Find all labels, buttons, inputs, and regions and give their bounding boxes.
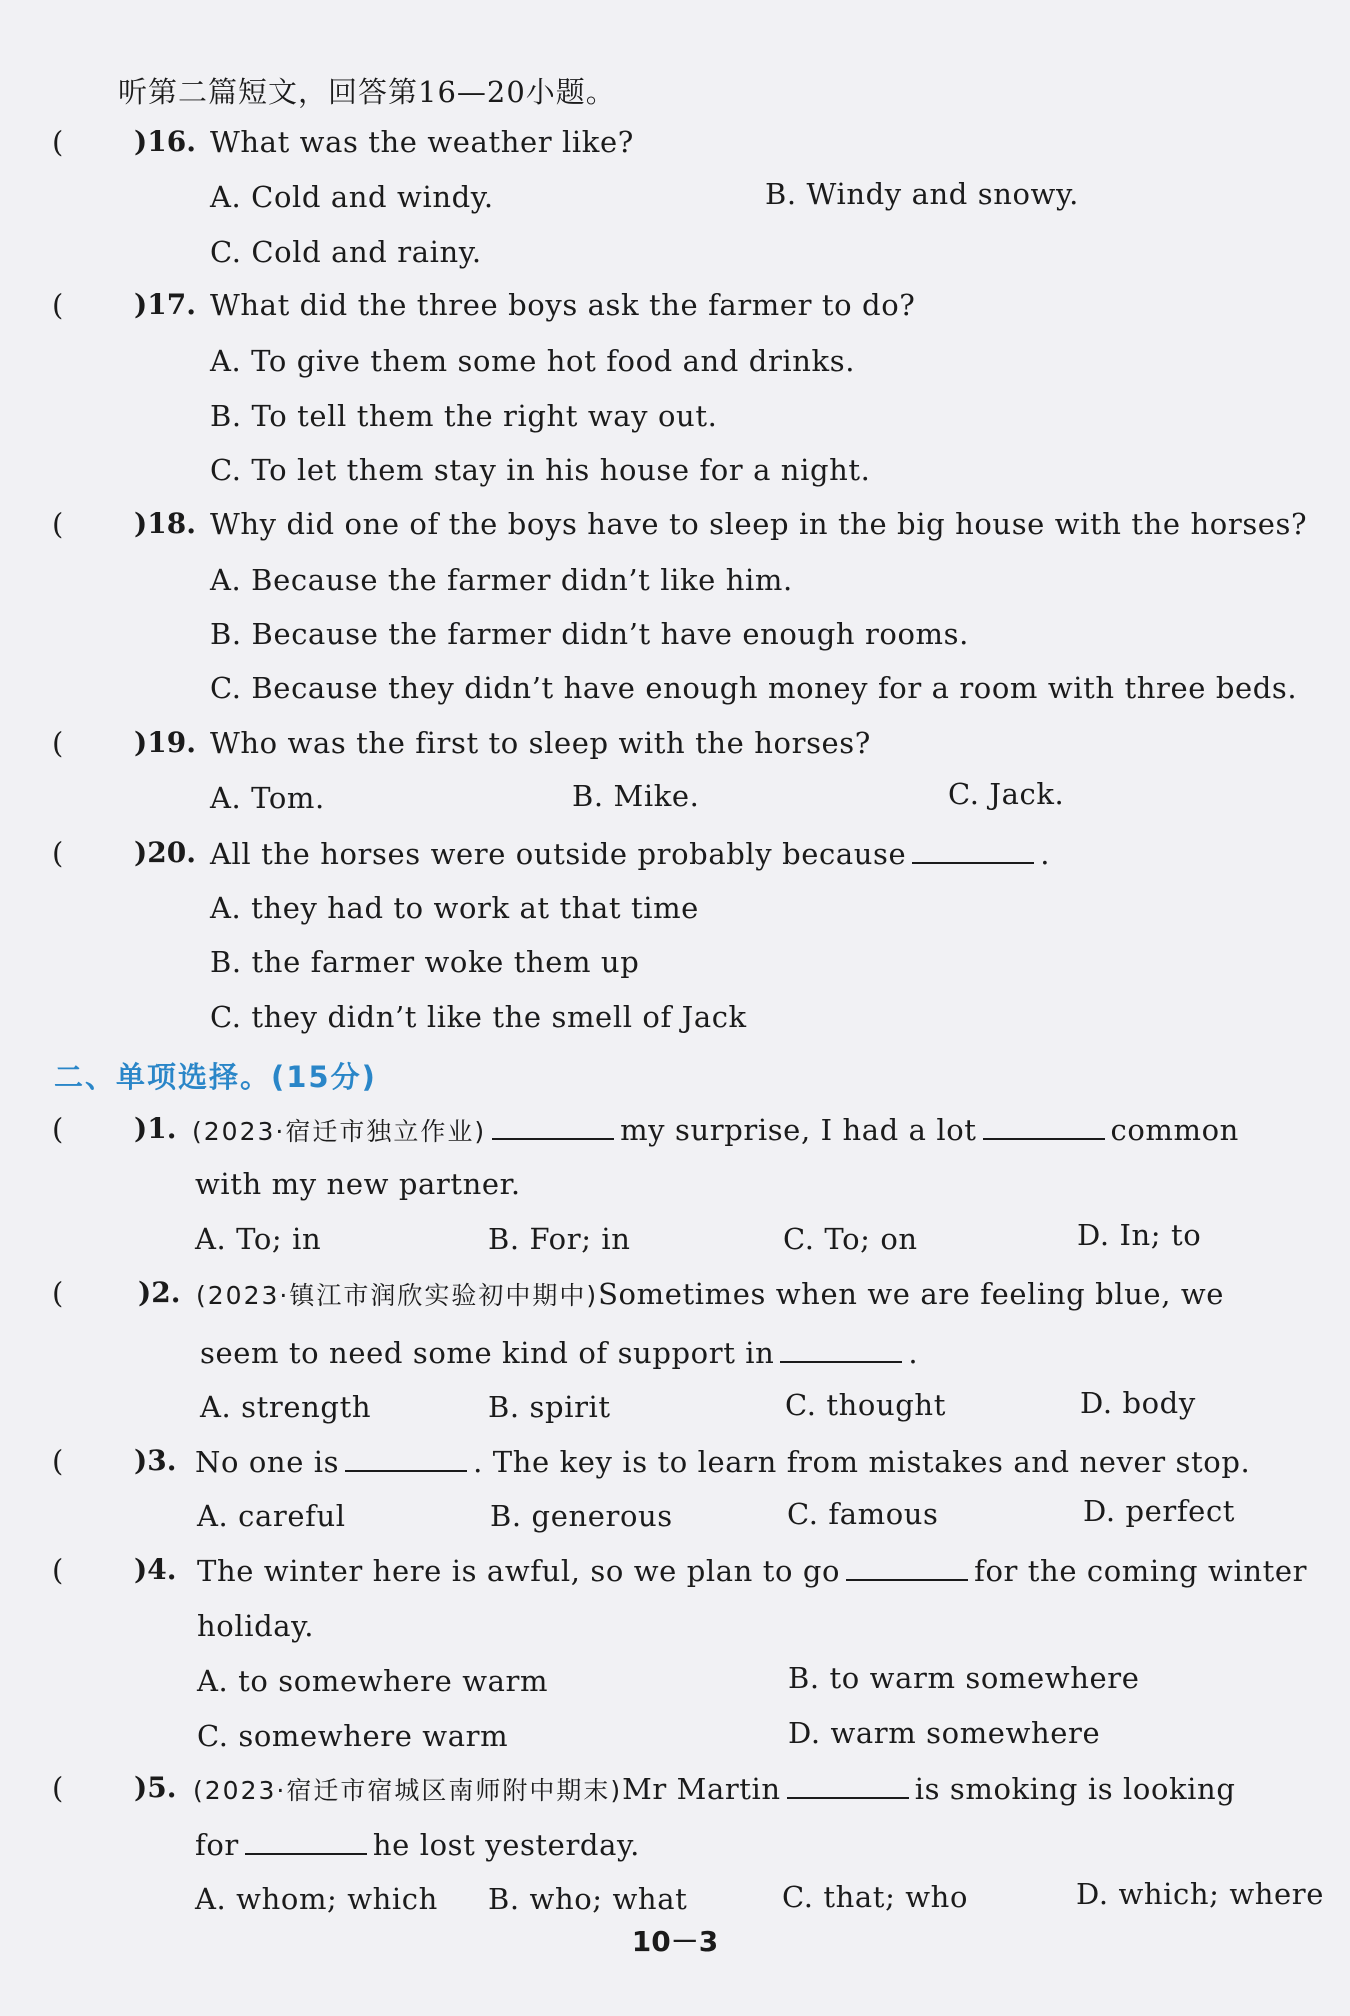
answer-blank[interactable] (846, 1553, 968, 1581)
question-text-part2: common (1110, 1113, 1239, 1147)
answer-blank[interactable] (780, 1335, 902, 1363)
question-line2 (195, 1827, 640, 1862)
option-c: C. To; on (783, 1222, 918, 1256)
option-c: C. To let them stay in his house for a night. (210, 453, 871, 487)
question-number: )2. (138, 1276, 181, 1309)
question-text-part2: is smoking is looking (914, 1772, 1236, 1806)
question-text-part2: . The key is to learn from mistakes and never stop. (473, 1445, 1251, 1479)
question-line2-text: for (195, 1828, 239, 1862)
question-line2-after: . (908, 1336, 919, 1370)
question-line2-text: seem to need some kind of support in (200, 1336, 775, 1370)
option-a: A. Because the farmer didn’t like him. (210, 563, 793, 597)
answer-paren[interactable]: ( (52, 726, 64, 760)
question-source: (2023·镇江市润欣实验初中期中) (196, 1281, 599, 1310)
question-text-part2: for the coming winter (974, 1554, 1308, 1588)
option-c: C. famous (787, 1497, 939, 1531)
question-text (195, 1444, 1250, 1479)
answer-blank[interactable] (983, 1112, 1105, 1140)
answer-paren[interactable]: ( (52, 288, 64, 322)
question-line2: holiday. (197, 1609, 315, 1643)
question-text: Why did one of the boys have to sleep in the big house with the horses? (210, 507, 1308, 541)
question-text-part1: The winter here is awful, so we plan to go (197, 1554, 841, 1588)
option-b: B. the farmer woke them up (210, 945, 640, 979)
question-line2-after: he lost yesterday. (372, 1828, 640, 1862)
question-text: What was the weather like? (210, 125, 634, 159)
question-text: Who was the first to sleep with the horses? (210, 726, 871, 760)
question-line2: with my new partner. (195, 1167, 521, 1201)
answer-blank[interactable] (345, 1444, 467, 1472)
option-c: C. Because they didn’t have enough money for a room with three beds. (210, 671, 1298, 705)
option-b: B. spirit (488, 1390, 611, 1424)
option-c: C. thought (785, 1388, 946, 1422)
question-text-after: . (1040, 837, 1051, 871)
question-text (196, 1276, 1224, 1312)
page-number: 10－3 (631, 1925, 719, 1958)
question-text (192, 1112, 1239, 1148)
answer-paren[interactable]: ( (52, 836, 64, 870)
option-c: C. Jack. (948, 777, 1065, 811)
section-heading: 二、单项选择。(15分) (54, 1060, 377, 1094)
option-b: B. To tell them the right way out. (210, 399, 718, 433)
option-a: A. strength (200, 1390, 372, 1424)
question-text-part1: my surprise, I had a lot (620, 1113, 977, 1147)
question-source: (2023·宿迁市独立作业) (192, 1117, 487, 1146)
question-text: What did the three boys ask the farmer to do? (210, 288, 916, 322)
option-d: D. warm somewhere (788, 1716, 1101, 1750)
option-d: D. perfect (1083, 1494, 1236, 1528)
question-number: )1. (134, 1112, 177, 1145)
option-d: D. which; where (1076, 1877, 1325, 1911)
option-a: A. to somewhere warm (197, 1664, 549, 1698)
answer-paren[interactable]: ( (52, 1553, 64, 1587)
option-a: A. To; in (195, 1222, 322, 1256)
option-c: C. somewhere warm (197, 1719, 509, 1753)
question-text-part1: No one is (195, 1445, 340, 1479)
answer-blank[interactable] (912, 836, 1034, 864)
question-text (197, 1553, 1307, 1588)
option-c: C. they didn’t like the smell of Jack (210, 1000, 747, 1034)
answer-paren[interactable]: ( (52, 1444, 64, 1478)
question-number: )4. (134, 1553, 177, 1586)
question-text-before: All the horses were outside probably because (210, 837, 907, 871)
question-number: )5. (134, 1771, 177, 1804)
question-line2 (200, 1335, 918, 1370)
option-c: C. that; who (782, 1880, 969, 1914)
answer-blank[interactable] (245, 1827, 367, 1855)
option-a: A. careful (197, 1499, 346, 1533)
option-b: B. Mike. (572, 779, 700, 813)
option-a: A. whom; which (195, 1882, 438, 1916)
option-d: D. body (1080, 1386, 1196, 1420)
answer-paren[interactable]: ( (52, 125, 64, 159)
question-number: )16. (134, 125, 196, 158)
listening-intro: 听第二篇短文，回答第16—20小题。 (118, 75, 616, 109)
question-number: )3. (134, 1444, 177, 1477)
option-b: B. Windy and snowy. (765, 177, 1079, 211)
answer-blank[interactable] (492, 1112, 614, 1140)
option-b: B. Because the farmer didn’t have enough rooms. (210, 617, 969, 651)
option-b: B. For; in (488, 1222, 631, 1256)
question-text-part1: Sometimes when we are feeling blue, we (598, 1277, 1225, 1311)
option-a: A. they had to work at that time (210, 891, 699, 925)
answer-paren[interactable]: ( (52, 1276, 64, 1310)
answer-paren[interactable]: ( (52, 1112, 64, 1146)
question-number: )18. (134, 507, 196, 540)
question-source: (2023·宿迁市宿城区南师附中期末) (193, 1776, 623, 1805)
answer-paren[interactable]: ( (52, 1771, 64, 1805)
question-text (210, 836, 1050, 871)
option-a: A. To give them some hot food and drinks. (210, 344, 856, 378)
question-number: )17. (134, 288, 196, 321)
option-d: D. In; to (1077, 1218, 1202, 1252)
answer-paren[interactable]: ( (52, 507, 64, 541)
question-text-part1: Mr Martin (622, 1772, 781, 1806)
option-a: A. Cold and windy. (210, 180, 494, 214)
question-number: )20. (134, 836, 196, 869)
option-b: B. who; what (488, 1882, 688, 1916)
option-b: B. to warm somewhere (788, 1661, 1140, 1695)
question-text (193, 1771, 1236, 1807)
option-a: A. Tom. (210, 781, 325, 815)
answer-blank[interactable] (787, 1771, 909, 1799)
question-number: )19. (134, 726, 196, 759)
option-c: C. Cold and rainy. (210, 235, 482, 269)
option-b: B. generous (490, 1499, 673, 1533)
